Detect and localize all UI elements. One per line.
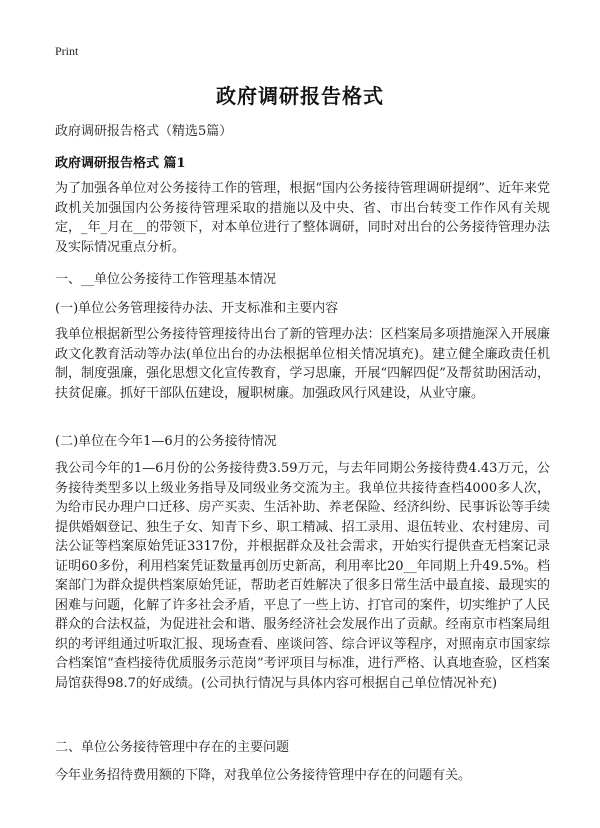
heading-management-methods: (一)单位公务管理接待办法、开支标准和主要内容 [55,301,339,316]
heading-basic-situation: 一、__单位公务接待工作管理基本情况 [55,272,277,287]
print-label: Print [55,44,79,58]
paragraph-management-methods: 我单位根据新型公务接待管理接待出台了新的管理办法：区档案局多项措施深入开展廉政文化教育活动等办法(单位出台的办法根据单位相关情况填充)。建立健全廉政责任机制，制度强廉，强化思想文化宣传教育，学习思廉，开展“四解四促”及帮贫助困活动，扶贫促廉。抓好干部队伍建设，履职树廉。加强政风行风建设，从业守廉。 [55,327,550,401]
heading-reception-status: (二)单位在今年1—6月的公务接待情况 [55,434,277,449]
paragraph-intro: 为了加强各单位对公务接待工作的管理，根据“国内公务接待管理调研提纲”、近年来党政机关加强国内公务接待管理采取的措施以及中央、省、市出台转变工作作风有关规定，_年_月在__的带领下，对本单位进行了整体调研，同时对出台的公务接待管理办法及实际情况重点分析。 [55,181,550,255]
document-subtitle: 政府调研报告格式（精选5篇） [55,124,233,139]
heading-main-problems: 二、单位公务接待管理中存在的主要问题 [55,740,290,755]
section-title: 政府调研报告格式 篇1 [55,156,186,171]
document-title: 政府调研报告格式 [216,84,384,108]
paragraph-main-problems: 今年业务招待费用额的下降，对我单位公务接待管理中存在的问题有关。 [55,768,472,783]
paragraph-reception-status: 我公司今年的1—6月份的公务接待费3.59万元，与去年同期公务接待费4.43万元，公务接待类型多以上级业务指导及同级业务交流为主。我单位共接待查档4000多人次，为给市民办理户口迁移、房产买卖、生活补助、养老保险、经济纠纷、民事诉讼等手续提供婚姻登记、独生子女、知青下乡、职工精减、招工录用、退伍转业、农村建房、司法公证等档案原始凭证3317份，并根据群众及社会需求，开始实行提供查无档案记录证明60多份，利用档案凭证数量再创历史新高，利用率比20__年同期上升49.5%。档案部门为群众提供档案原始凭证，帮助老百姓解决了很多日常生活中最直接、最现实的困难与问题，化解了许多社会矛盾，平息了一些上访、打官司的案件，切实维护了人民群众的合法权益，为促进社会和谐、服务经济社会发展作出了贡献。经南京市档案局组织的考评组通过听取汇报、现场查看、座谈问答、综合评议等程序，对照南京市国家综合档案馆“查档接待优质服务示范岗”考评项目与标准，进行严格、认真地查验，区档案局馆获得98.7的好成绩。(公司执行情况与具体内容可根据自己单位情况补充) [55,461,550,691]
